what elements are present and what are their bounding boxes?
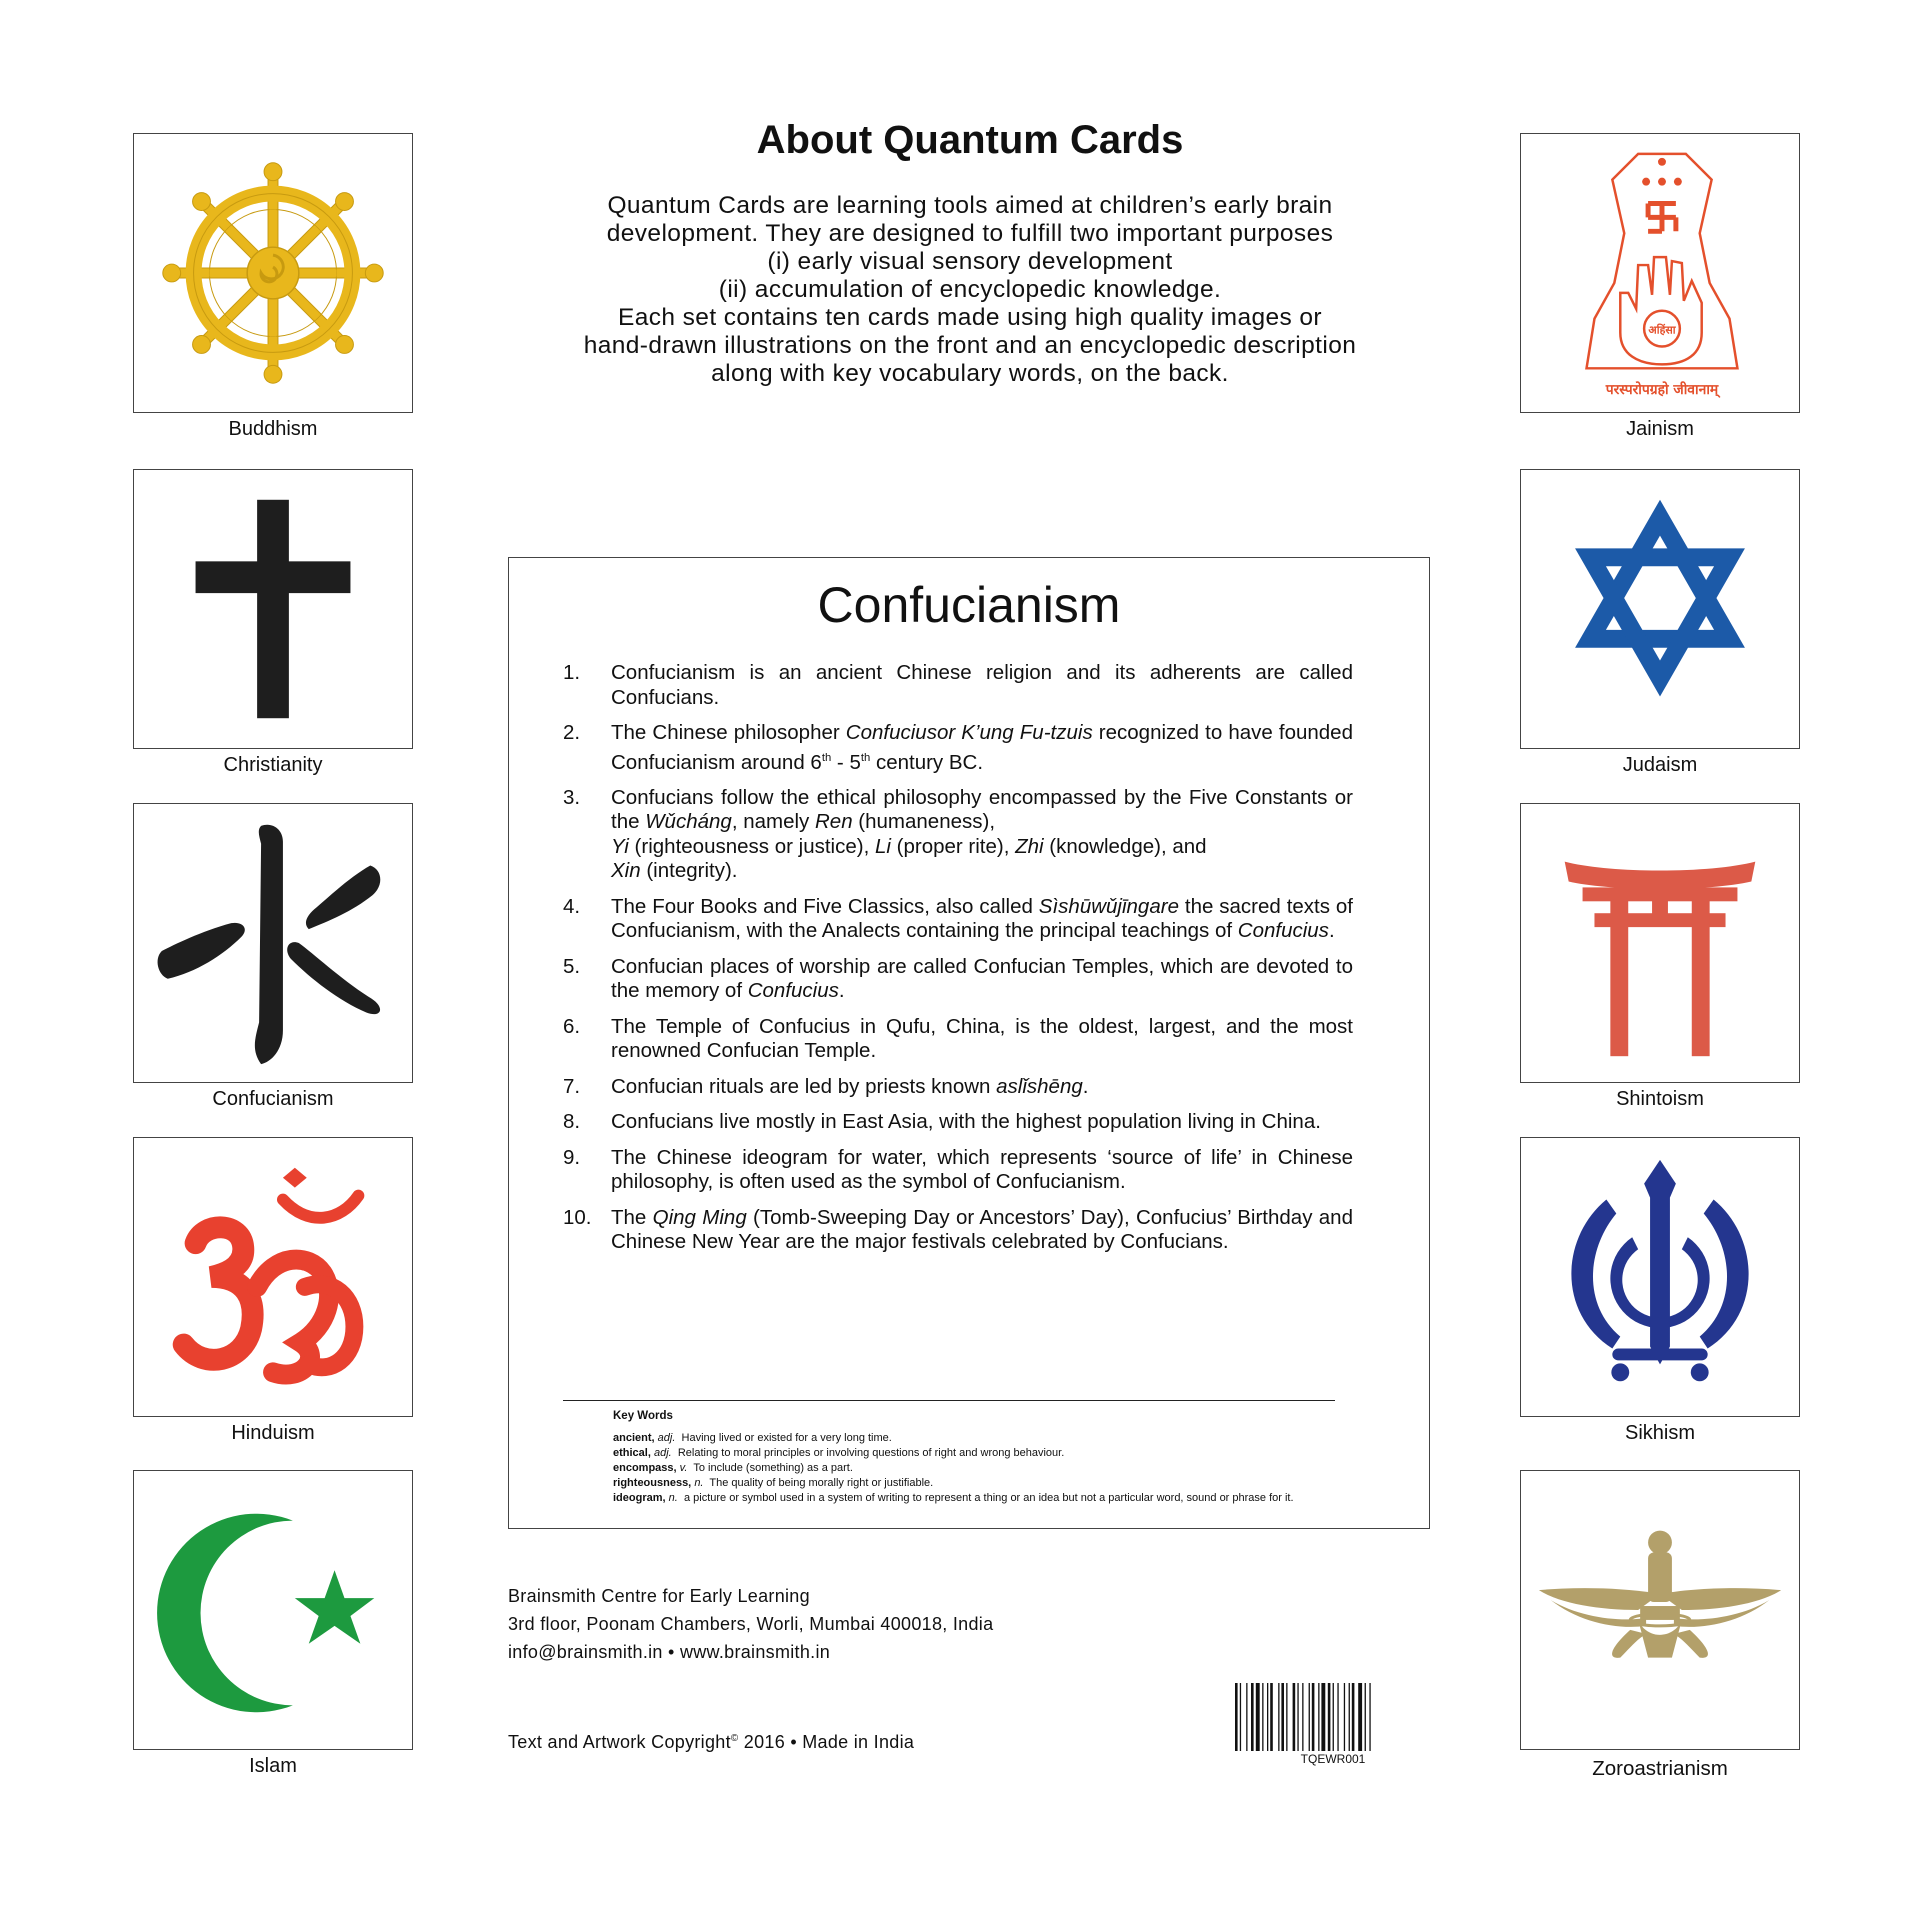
barcode-bar [1262,1683,1263,1751]
list-item [563,786,1353,884]
list-item [563,1110,1353,1135]
tile-label-judaism: Judaism [1622,754,1698,776]
about-description [520,192,1420,388]
about-title: About Quantum Cards [756,118,1184,162]
keyword-entry: ideogram, n. a picture or symbol used in a system of writing to represent a thing or an idea but not a particular word, sound or phrase for it. [613,1492,1294,1504]
item-number: 5. [563,954,581,978]
dharma-wheel-icon [134,134,412,412]
fact-list [563,661,1353,1266]
tile-islam [133,1470,413,1750]
barcode-bar [1309,1683,1310,1751]
tile-hinduism [133,1137,413,1417]
cross-icon [134,470,412,748]
barcode-bar [1251,1683,1254,1751]
barcode-bar [1321,1683,1325,1751]
item-text: Confucians live mostly in East Asia, with the highest population living in China. [611,1110,1321,1134]
barcode-bar [1365,1683,1366,1751]
keyword-entry: ethical, adj. Relating to moral principles or involving questions of right and wrong behaviour. [613,1447,1065,1459]
tile-buddhism [133,133,413,413]
barcode-bar [1337,1683,1338,1751]
item-text: The Chinese philosopher Confuciusor K’ung Fu-tzuis recognized to have founded Confucianism around 6th - 5th century BC. [611,721,1353,774]
water-ideogram-icon [134,804,412,1082]
tile-label-shintoism: Shintoism [1616,1088,1704,1110]
about-line: hand-drawn illustrations on the front and an encyclopedic description [583,332,1357,359]
item-text: The Chinese ideogram for water, which represents ‘source of life’ in Chinese philosophy, is often used as the symbol of Confucianism. [611,1145,1353,1194]
item-text: Confucians follow the ethical philosophy encompassed by the Five Constants or the Wǔcháng, namely Ren (humaneness), Yi (righteousness or justice), Li (proper rite), Zhi (knowledge), and Xin (integrity). [611,785,1353,883]
list-item [563,1075,1353,1100]
item-number: 3. [563,785,581,809]
barcode-number: TQEWR001 [1300,1752,1366,1766]
barcode [1234,1683,1432,1755]
tile-christianity [133,469,413,749]
tile-label-sikhism: Sikhism [1624,1422,1695,1444]
item-number: 7. [563,1074,581,1098]
about-line: development. They are designed to fulfill two important purposes [606,220,1334,247]
item-number: 1. [563,661,581,684]
tile-label-jainism: Jainism [1626,418,1694,440]
list-item [563,721,1353,775]
khanda-icon [1521,1138,1799,1416]
about-line: along with key vocabulary words, on the back. [711,360,1229,387]
tile-label-buddhism: Buddhism [228,418,318,440]
key-words-title: Key Words [613,1410,673,1422]
list-item [563,661,1353,710]
item-number: 2. [563,721,581,744]
item-text: The Qing Ming (Tomb-Sweeping Day or Ancestors’ Day), Confucius’ Birthday and Chinese New Year are the major festivals celebrated by Confucians. [611,1205,1353,1254]
barcode-bar [1344,1683,1345,1751]
jain-symbol-icon [1521,134,1799,412]
tile-zoroastrianism [1520,1470,1800,1750]
tile-label-confucianism: Confucianism [212,1088,334,1110]
barcode-bar [1270,1683,1273,1751]
list-item [563,1015,1353,1064]
about-line: Quantum Cards are learning tools aimed at children’s early brain [607,192,1333,219]
barcode-bar [1312,1683,1315,1751]
barcode-bar [1328,1683,1331,1751]
about-line: (ii) accumulation of encyclopedic knowledge. [718,276,1222,303]
list-item [563,955,1353,1004]
tile-judaism [1520,469,1800,749]
barcode-bar [1246,1683,1247,1751]
item-text: The Temple of Confucius in Qufu, China, is the oldest, largest, and the most renowned Confucian Temple. [611,1014,1353,1063]
crescent-star-icon [134,1471,412,1749]
list-item [563,1206,1353,1255]
om-icon [134,1138,412,1416]
torii-gate-icon [1521,804,1799,1082]
item-number: 4. [563,894,581,918]
barcode-bar [1293,1683,1296,1751]
footer-copyright: Text and Artwork Copyright© 2016 • Made in India [508,1732,915,1752]
barcode-bar [1352,1683,1355,1751]
tile-jainism [1520,133,1800,413]
tile-label-zoroastrianism: Zoroastrianism [1592,1757,1728,1780]
barcode-bar [1349,1683,1350,1751]
item-number: 6. [563,1014,581,1038]
item-text: Confucian places of worship are called Confucian Temples, which are devoted to the memory of Confucius. [611,954,1353,1003]
barcode-bar [1333,1683,1334,1751]
barcode-bar [1267,1683,1268,1751]
about-line: Each set contains ten cards made using high quality images or [618,304,1322,331]
barcode-bar [1281,1683,1284,1751]
divider [563,1400,1335,1401]
list-item [563,1146,1353,1195]
barcode-bar [1369,1683,1370,1751]
item-text: Confucianism is an ancient Chinese religion and its adherents are called Confucians. [611,661,1353,709]
faravahar-icon [1521,1471,1799,1749]
item-number: 9. [563,1145,581,1169]
barcode-bar [1318,1683,1319,1751]
tile-confucianism [133,803,413,1083]
footer-address: 3rd floor, Poonam Chambers, Worli, Mumbai 400018, India [508,1614,994,1634]
barcode-bar [1286,1683,1287,1751]
footer-contact: info@brainsmith.in • www.brainsmith.in [508,1642,831,1662]
footer-org: Brainsmith Centre for Early Learning [508,1586,810,1606]
barcode-bar [1302,1683,1303,1751]
tile-shintoism [1520,803,1800,1083]
tile-label-hinduism: Hinduism [231,1422,315,1444]
jain-hand-text: अहिंसा [1648,323,1676,337]
jain-caption: परस्परोपग्रहो जीवानाम् [1605,382,1719,399]
tile-label-islam: Islam [249,1755,297,1777]
barcode-bar [1256,1683,1260,1751]
keyword-entry: ancient, adj. Having lived or existed for a very long time. [613,1432,892,1444]
tile-label-christianity: Christianity [223,754,323,776]
barcode-bar [1235,1683,1238,1751]
description-card [508,557,1430,1529]
item-text: The Four Books and Five Classics, also called Sìshūwǔjīngare the sacred texts of Confucianism, with the Analects containing the principal teachings of Confucius. [611,894,1353,943]
keyword-entry: encompass, v. To include (something) as a part. [613,1462,853,1474]
barcode-bar [1278,1683,1279,1751]
card-title: Confucianism [817,577,1121,633]
item-number: 8. [563,1110,581,1134]
barcode-bar [1297,1683,1298,1751]
item-number: 10. [563,1205,592,1229]
list-item [563,895,1353,944]
tile-sikhism [1520,1137,1800,1417]
barcode-bar [1358,1683,1362,1751]
keyword-entry: righteousness, n. The quality of being morally right or justifiable. [613,1477,934,1489]
item-text: Confucian rituals are led by priests known aslǐshēng. [611,1074,1089,1098]
about-line: (i) early visual sensory development [767,248,1173,275]
barcode-bar [1240,1683,1241,1751]
star-of-david-icon [1521,470,1799,748]
key-words-list [613,1431,1413,1506]
